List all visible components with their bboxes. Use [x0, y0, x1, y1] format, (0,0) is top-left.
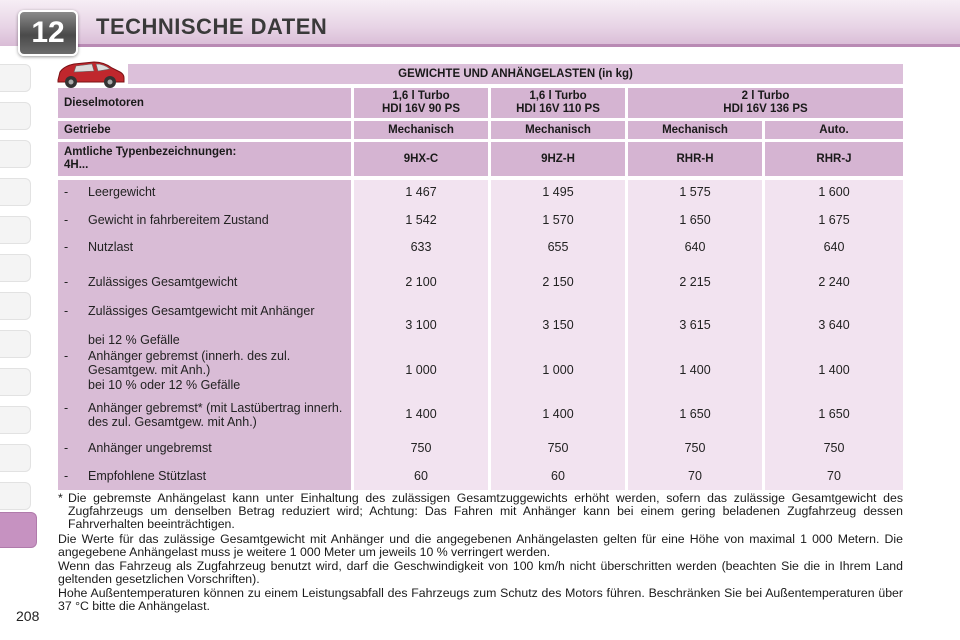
- row-label: Zulässiges Gesamtgewicht: [88, 275, 238, 289]
- row-value: 750: [547, 441, 569, 455]
- type-cell: RHR-H: [628, 142, 762, 176]
- chapter-tab[interactable]: [0, 330, 31, 358]
- chapter-tab[interactable]: [0, 444, 31, 472]
- chapter-tab[interactable]: [0, 406, 31, 434]
- row-dash: -: [64, 469, 69, 483]
- type-cell: RHR-J: [765, 142, 903, 176]
- row-value: 1 650: [679, 407, 711, 421]
- gearbox-cell: Mechanisch: [354, 121, 488, 139]
- gearbox-cell: Mechanisch: [491, 121, 625, 139]
- page-number: 208: [16, 608, 40, 624]
- row-value: 1 000: [542, 363, 574, 377]
- row-value: 1 400: [405, 407, 437, 421]
- row-value: 3 100: [405, 318, 437, 332]
- chapter-tab[interactable]: [0, 64, 31, 92]
- engine-row: [58, 88, 903, 118]
- row-value: 750: [823, 441, 845, 455]
- row-value: 60: [551, 469, 565, 483]
- row-dash: -: [64, 401, 69, 415]
- engine-label: Dieselmotoren: [58, 88, 351, 118]
- row-value: 750: [410, 441, 432, 455]
- type-row: [58, 142, 903, 176]
- row-value: 1 675: [818, 213, 850, 227]
- row-label: Anhänger gebremst (innerh. des zul. Gesamtgew. mit Anh.): [88, 349, 291, 377]
- chapter-tab[interactable]: [0, 140, 31, 168]
- row-label: Anhänger ungebremst: [88, 441, 212, 455]
- chapter-tab[interactable]: [0, 102, 31, 130]
- row-dash: -: [64, 240, 69, 254]
- row-value: 70: [827, 469, 841, 483]
- row-value: 633: [410, 240, 432, 254]
- note-paragraph: Wenn das Fahrzeug als Zugfahrzeug benutzt wird, darf die Geschwindigkeit von 100 km/h nicht überschritten werden (beachten Sie die in Ihrem Land geltenden gesetzlichen Vorschriften).: [58, 559, 903, 586]
- row-label: Nutzlast: [88, 240, 134, 254]
- footnote-star: *: [58, 491, 63, 505]
- row-value: 1 000: [405, 363, 437, 377]
- page-title: TECHNISCHE DATEN: [96, 14, 328, 39]
- row-value: 655: [547, 240, 569, 254]
- row-value: 2 100: [405, 275, 437, 289]
- type-cell: 9HX-C: [354, 142, 488, 176]
- row-label: Gewicht in fahrbereitem Zustand: [88, 213, 269, 227]
- row-value: 3 640: [818, 318, 850, 332]
- chapter-tab[interactable]: [0, 292, 31, 320]
- row-label: Anhänger gebremst* (mit Lastübertrag innerh. des zul. Gesamtgew. mit Anh.): [88, 401, 343, 429]
- footnote-text: Die gebremste Anhängelast kann unter Einhaltung des zulässigen Gesamtzuggewichts erhöht werden, sofern das zulässige Gesamtgewicht des Zugfahrzeugs um denselben Betrag reduziert wird; Achtung: Das Fahren mit Anhänger kann bei einem gering beladenen Zugfahrzeug dessen Fahrverhalten beeinträchtigen.: [68, 491, 903, 531]
- chapter-tab[interactable]: [0, 482, 31, 510]
- gearbox-cell: Mechanisch: [628, 121, 762, 139]
- row-value: 2 150: [542, 275, 574, 289]
- type-label: Amtliche Typenbezeichnungen: 4H...: [58, 142, 351, 176]
- header-divider: [40, 44, 960, 47]
- row-label: Leergewicht: [88, 185, 156, 199]
- chapter-tab[interactable]: [0, 216, 31, 244]
- row-value: 750: [684, 441, 706, 455]
- row-value: 3 615: [679, 318, 711, 332]
- gearbox-label: Getriebe: [58, 121, 351, 139]
- weights-table-body: [58, 180, 903, 490]
- row-value: 1 400: [542, 407, 574, 421]
- engine-cell: 2 l Turbo HDI 16V 136 PS: [628, 88, 903, 118]
- row-value: 2 240: [818, 275, 850, 289]
- engine-cell: 1,6 l Turbo HDI 16V 110 PS: [491, 88, 625, 118]
- note-paragraph: Die Werte für das zulässige Gesamtgewicht mit Anhänger und die angegebenen Anhängelasten gelten für eine Höhe von maximal 1 000 Metern. Die angegebene Anhängelast muss je weitere 1 000 Meter um jeweils 10 % verringert werden.: [58, 532, 903, 559]
- chapter-tab[interactable]: [0, 254, 31, 282]
- row-dash: -: [64, 275, 69, 289]
- chapter-tabs: [0, 62, 38, 582]
- chapter-badge: 12: [18, 10, 78, 56]
- row-value: 1 400: [679, 363, 711, 377]
- row-dash: -: [64, 441, 69, 455]
- row-value: 640: [823, 240, 845, 254]
- footnote: [58, 492, 903, 531]
- row-sublabel: bei 12 % Gefälle: [88, 333, 180, 347]
- row-dash: -: [64, 349, 69, 363]
- row-value: 640: [684, 240, 706, 254]
- table-title: GEWICHTE UND ANHÄNGELASTEN (in kg): [128, 64, 903, 84]
- gearbox-cell: Auto.: [765, 121, 903, 139]
- row-value: 3 150: [542, 318, 574, 332]
- row-dash: -: [64, 213, 69, 227]
- chapter-tab[interactable]: [0, 368, 31, 396]
- row-label: Zulässiges Gesamtgewicht mit Anhänger: [88, 304, 315, 318]
- row-value: 1 542: [405, 213, 437, 227]
- row-value: 1 650: [679, 213, 711, 227]
- row-value: 1 570: [542, 213, 574, 227]
- row-dash: -: [64, 185, 69, 199]
- row-value: 1 575: [679, 185, 711, 199]
- row-value: 1 650: [818, 407, 850, 421]
- row-label: Empfohlene Stützlast: [88, 469, 207, 483]
- row-sublabel: bei 10 % oder 12 % Gefälle: [88, 378, 241, 392]
- chapter-tab[interactable]: [0, 178, 31, 206]
- row-value: 1 495: [542, 185, 574, 199]
- type-cell: 9HZ-H: [491, 142, 625, 176]
- car-side-icon: [54, 56, 126, 90]
- engine-cell: 1,6 l Turbo HDI 16V 90 PS: [354, 88, 488, 118]
- gearbox-row: [58, 121, 903, 139]
- note-paragraph: Hohe Außentemperaturen können zu einem Leistungsabfall des Fahrzeugs zum Schutz des Motors führen. Beschränken Sie bei Außentemperaturen über 37 °C bitte die Anhängelast.: [58, 586, 903, 613]
- row-value: 1 600: [818, 185, 850, 199]
- row-value: 2 215: [679, 275, 711, 289]
- row-value: 60: [414, 469, 428, 483]
- row-dash: -: [64, 304, 69, 318]
- chapter-tab-active[interactable]: [0, 512, 37, 548]
- row-value: 1 467: [405, 185, 437, 199]
- row-value: 70: [688, 469, 702, 483]
- row-value: 1 400: [818, 363, 850, 377]
